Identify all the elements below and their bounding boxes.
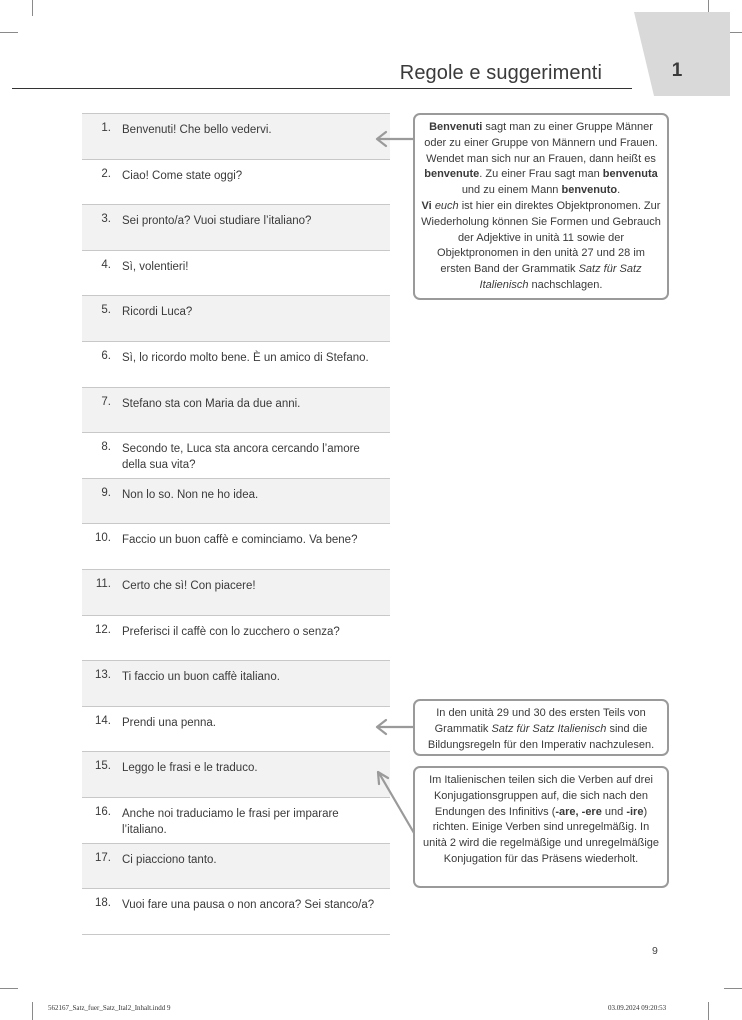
note-text: In den unità 29 und 30 des ersten Teils von Grammatik [434, 707, 646, 735]
sentence-number: 17. [95, 851, 111, 864]
sentence-text: Preferisci il caffè con lo zucchero o senza? [122, 625, 340, 638]
sentence-text: Benvenuti! Che bello vedervi. [122, 124, 272, 136]
note-bold: Vi [421, 199, 432, 212]
sentence-number: 1. [101, 122, 111, 134]
sentence-text: Faccio un buon caffè e cominciamo. Va bene? [122, 534, 358, 547]
sentence-text: Vuoi fare una pausa o non ancora? Sei stanco/a? [122, 899, 375, 912]
arrow-icon [378, 772, 414, 833]
sentence-text: Ti faccio un buon caffè italiano. [122, 671, 280, 684]
note-konjugation-text [421, 773, 661, 868]
sentence-number: 11. [95, 577, 111, 590]
note-text: sind die Bildungsregeln für den Imperativ nachzulesen. [427, 722, 655, 751]
note-italic: euch [434, 199, 459, 212]
sentence-number: 9. [101, 486, 111, 499]
note-italic: Satz für Satz Italienisch [479, 263, 642, 291]
note-bold: -are, -ere [555, 805, 602, 818]
note-text: . Zu einer Frau sagt man [479, 168, 603, 181]
sentence-number: 5. [101, 304, 111, 317]
note-vi-text [421, 199, 661, 294]
sentence-text: Ricordi Luca? [122, 306, 193, 319]
note-text: und [601, 805, 627, 818]
sentence-number: 14. [95, 714, 111, 727]
sentence-text: Anche noi traduciamo le frasi per imparare l’italiano. [122, 807, 339, 836]
note-text: Im Italienischen teilen sich die Verben auf drei Konjugationsgruppen auf, die sich nach den Endungen des Infinitivs ( [429, 774, 653, 818]
sentence-text: Ciao! Come state oggi? [122, 169, 243, 182]
note-bold: benvenuta [602, 168, 658, 181]
sentence-number: 18. [95, 897, 111, 910]
note-bold: benvenuto [561, 184, 618, 197]
sentence-number: 7. [101, 395, 111, 408]
sentence-text: Sì, volentieri! [122, 260, 189, 273]
note-bold: -ire [626, 805, 644, 818]
chapter-number: 1 [671, 60, 683, 81]
sentence-text: Stefano sta con Maria da due anni. [122, 397, 301, 410]
sentence-text: Sei pronto/a? Vuoi studiare l’italiano? [122, 215, 312, 228]
note-text: sagt man zu einer Gruppe Männer oder zu einer Gruppe von Männern und Frauen. Wendet man sich nur an Frauen, dann heißt es [424, 121, 658, 165]
sentence-text: Leggo le frasi e le traduco. [122, 762, 258, 775]
sentence-text: Sì, lo ricordo molto bene. È un amico di Stefano. [122, 351, 369, 364]
note-text: nachschlagen. [528, 278, 603, 291]
footer-filename: 562167_Satz_fuer_Satz_Ital2_Inhalt.indd 9 [48, 1004, 171, 1012]
sentence-number: 16. [95, 805, 111, 818]
sentence-number: 2. [101, 167, 111, 180]
note-benvenuti [413, 113, 669, 300]
sentence-number: 12. [95, 623, 111, 636]
page-title: Regole e suggerimenti [399, 62, 602, 84]
note-imperativ-text [421, 706, 661, 753]
sentence-text: Certo che sì! Con piacere! [122, 579, 256, 592]
sentence-text: Non lo so. Non ne ho idea. [122, 488, 259, 501]
note-konjugation [413, 766, 669, 888]
sentence-text: Prendi una penna. [122, 716, 216, 729]
note-italic: Satz für Satz Italienisch [491, 722, 607, 735]
sentence-text: Ci piacciono tanto. [122, 853, 217, 866]
page-number: 9 [652, 945, 658, 957]
note-text: ist hier ein direktes Objektpronomen. Zur Wiederholung können Sie Formen und Gebrauch der Adjektive in unità 11 sowie der Objektpronomen in den unità 27 und 28 im ersten Band der Grammatik [421, 199, 661, 276]
sentence-number: 15. [95, 760, 111, 773]
footer-timestamp: 03.09.2024 09:20:53 [608, 1004, 667, 1012]
note-bold: benvenute [424, 168, 480, 181]
sentence-number: 6. [101, 349, 111, 362]
note-text: . [617, 184, 621, 197]
arrow-icon [377, 720, 414, 734]
note-text: ) richten. Einige Verben sind unregelmäßig. In unità 2 wird die regelmäßige und unregelmäßige Konjugation für das Präsens wiederholt. [422, 805, 660, 865]
sentence-number: 13. [95, 669, 111, 682]
note-bold: Benvenuti [429, 121, 483, 133]
note-benvenuti-text [421, 120, 661, 199]
sentence-number: 8. [101, 441, 111, 454]
note-imperativ [413, 699, 669, 756]
sentence-number: 3. [101, 213, 111, 226]
arrow-icon [377, 132, 414, 146]
sentence-number: 4. [101, 258, 111, 271]
sentence-text: Secondo te, Luca sta ancora cercando l’amore della sua vita? [122, 443, 360, 472]
note-text: und zu einem Mann [461, 184, 562, 197]
sentence-number: 10. [95, 532, 111, 545]
